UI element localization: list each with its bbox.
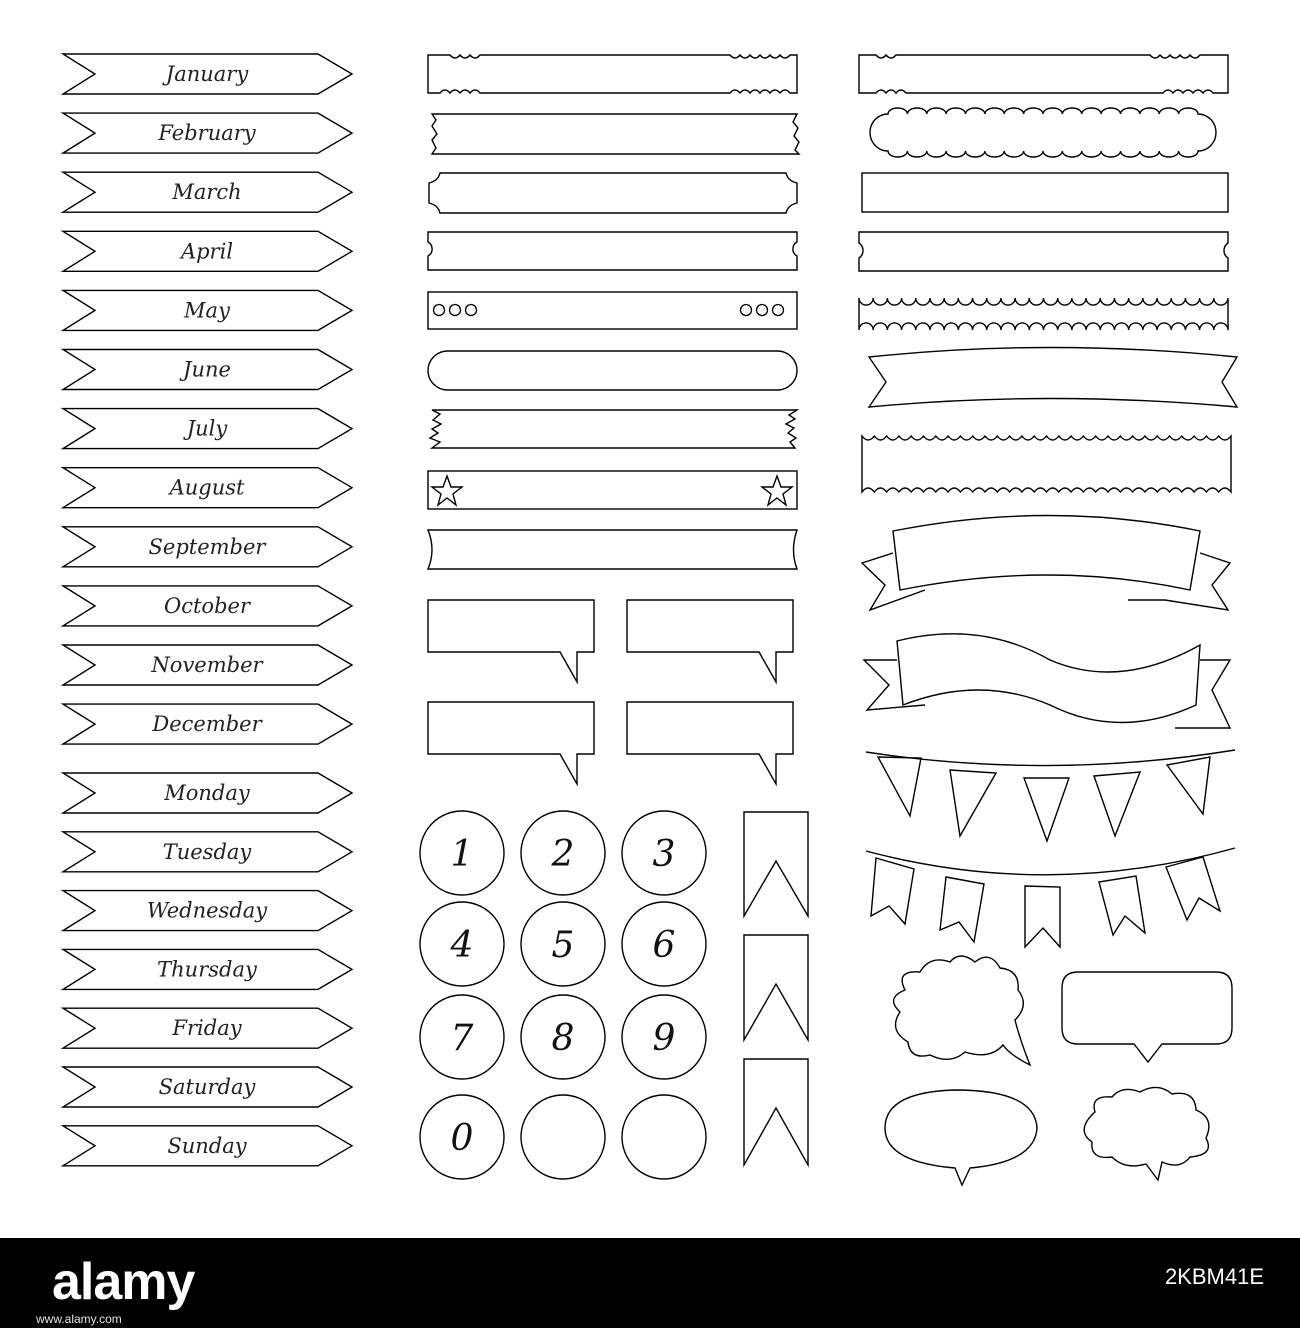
month-arrow-label [63, 586, 352, 626]
ribbon-banner-2 [864, 634, 1230, 728]
day-label: Tuesday [162, 839, 252, 864]
number-label: 1 [450, 834, 474, 875]
banner-column-middle [420, 55, 808, 1179]
banner-rounded-pill [428, 351, 797, 390]
speech-box-1 [428, 600, 594, 682]
dot-icons [434, 305, 784, 316]
stock-id: 2KBM41E [1164, 1264, 1264, 1289]
month-label: June [183, 357, 231, 382]
number-label: 4 [450, 925, 474, 966]
month-label: December [152, 712, 262, 737]
day-label: Thursday [157, 957, 257, 982]
banner-dots [428, 292, 797, 329]
month-label: April [180, 239, 234, 264]
number-circle-grid [420, 811, 706, 1179]
number-circle [622, 811, 706, 895]
bookmark-1 [744, 812, 808, 916]
arrow-label-column [63, 54, 352, 1166]
banner-ripped-tape [430, 410, 797, 448]
circle-shape [622, 1095, 706, 1179]
number-circle [420, 902, 504, 986]
month-label: January [165, 62, 249, 86]
bunting-flags [866, 848, 1235, 947]
number-label: 0 [450, 1118, 474, 1159]
speech-box-2 [627, 600, 793, 682]
month-label: July [186, 416, 228, 441]
month-arrow-label [63, 527, 352, 567]
day-arrow-label [63, 773, 352, 813]
banner-column-right [859, 55, 1237, 1185]
banner-washi-tape [432, 114, 799, 154]
day-label: Monday [164, 781, 250, 805]
month-label: May [184, 298, 230, 323]
day-label: Friday [172, 1016, 242, 1041]
brand-url: www.alamy.com [36, 1312, 122, 1326]
month-arrow-label [63, 350, 352, 390]
oval-speech-bubble [885, 1090, 1037, 1185]
cloud-speech-bubble [894, 956, 1030, 1065]
day-arrow-label [63, 891, 352, 931]
month-label: November [151, 653, 263, 677]
month-label: September [148, 534, 266, 559]
day-label: Wednesday [146, 898, 268, 923]
banner-round-notch [859, 232, 1228, 271]
speech-box-3 [428, 702, 594, 784]
day-arrow-label [63, 949, 352, 989]
number-label: 6 [652, 925, 676, 966]
banner-notched-ticket [429, 173, 797, 213]
number-label: 8 [551, 1018, 575, 1059]
speech-box-4 [627, 702, 793, 784]
month-arrow-label [63, 113, 352, 153]
banner-stars [428, 471, 797, 509]
number-circle [420, 811, 504, 895]
number-label: 3 [652, 834, 676, 875]
month-label: August [169, 475, 245, 500]
month-arrow-label [63, 704, 352, 744]
month-arrow-label [63, 468, 352, 508]
banner-scallop-bottom [859, 298, 1228, 330]
circle-shape [521, 1095, 605, 1179]
day-arrow-label [63, 1126, 352, 1166]
bunting-triangles [866, 750, 1235, 841]
number-circle [622, 902, 706, 986]
banner-scallop-edge [428, 55, 797, 93]
number-circle [420, 995, 504, 1079]
day-arrow-label [63, 832, 352, 872]
banner-ribbon-wave [869, 348, 1237, 408]
day-label: Saturday [158, 1075, 256, 1099]
day-arrow-label [63, 1008, 352, 1048]
rounded-speech-bubble [1062, 972, 1232, 1062]
number-label: 5 [551, 925, 575, 966]
ribbon-banner-1 [862, 516, 1230, 611]
brand-logo: alamy [52, 1253, 195, 1311]
day-label: Sunday [167, 1133, 247, 1158]
banner-plain-rect [862, 173, 1228, 212]
banner-concave-ends [428, 530, 797, 569]
banner-cloud-pill [870, 108, 1216, 157]
month-arrow-label [63, 172, 352, 212]
cloud-speech-bubble-small [1084, 1087, 1209, 1180]
number-circle [521, 902, 605, 986]
number-circle [622, 995, 706, 1079]
number-circle [521, 1095, 605, 1179]
number-circle [521, 811, 605, 895]
month-label: October [164, 593, 250, 618]
number-circle [521, 995, 605, 1079]
star-icon-right [762, 476, 792, 505]
watermark-footer [0, 1238, 1300, 1328]
number-circle [622, 1095, 706, 1179]
bookmark-3 [744, 1059, 808, 1165]
banner-scallop-corner [859, 55, 1228, 93]
month-label: February [158, 121, 256, 146]
number-label: 9 [652, 1018, 676, 1059]
banner-notched-ticket-round [428, 232, 797, 270]
star-icon-left [432, 476, 462, 505]
month-label: March [172, 180, 242, 205]
month-arrow-label [63, 231, 352, 271]
month-arrow-label [63, 54, 352, 94]
month-arrow-label [63, 645, 352, 685]
bookmark-2 [744, 935, 808, 1040]
number-label: 2 [551, 834, 575, 875]
month-arrow-label [63, 409, 352, 449]
month-arrow-label [63, 290, 352, 330]
banner-zigzag-scallop [862, 436, 1231, 492]
number-label: 7 [450, 1018, 474, 1059]
day-arrow-label [63, 1067, 352, 1107]
number-circle [420, 1095, 504, 1179]
